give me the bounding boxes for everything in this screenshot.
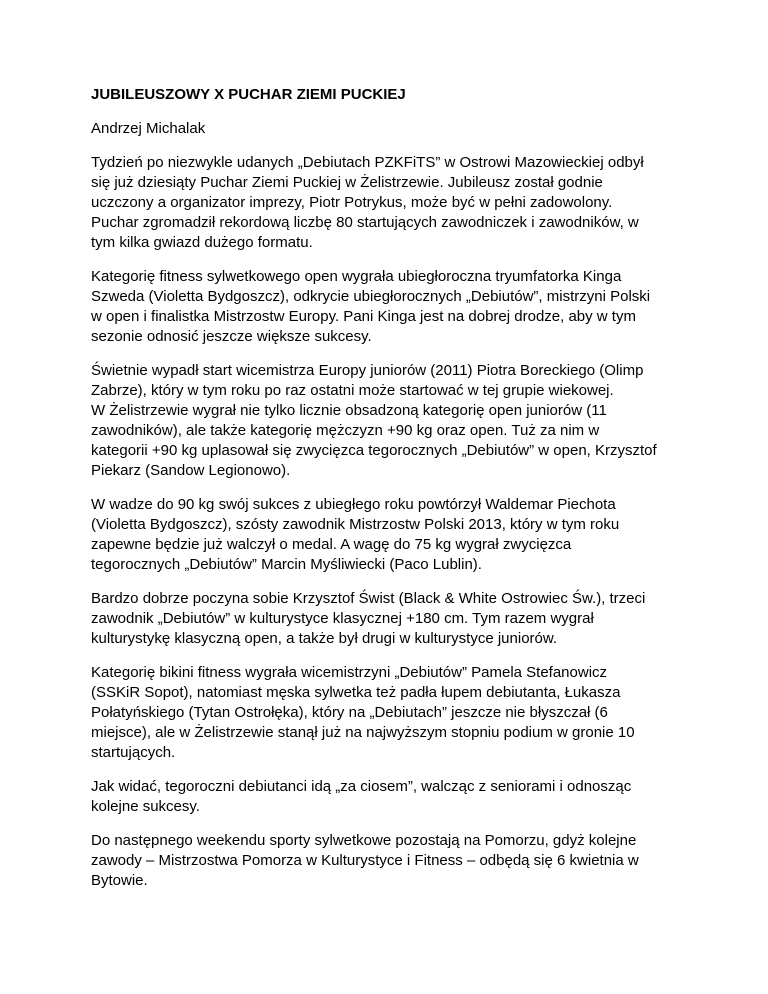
paragraph-intro: Tydzień po niezwykle udanych „Debiutach PZKFiTS” w Ostrowi Mazowieckiej odbył się już dziesiąty Puchar Ziemi Puckiej w Żelistrzewie. Jubileusz został godnie uczczony a organizator imprezy, Piotr Potrykus, może być w pełni zadowolony. Puchar zgromadził rekordową liczbę 80 startujących zawodniczek i zawodników, w tym kilka gwiazd dużego formatu. xyxy=(91,154,644,251)
paragraph-fitness: Kategorię fitness sylwetkowego open wygrała ubiegłoroczna tryumfatorka Kinga Szweda (Violetta Bydgoszcz), odkrycie ubiegłorocznych „Debiutów”, mistrzyni Polski w open i finalistka Mistrzostw Europy. Pani Kinga jest na dobrej drodze, aby w tym sezonie odnosić jeszcze większe sukcesy. xyxy=(91,268,651,345)
paragraph-classic: Bardzo dobrze poczyna sobie Krzysztof Świst (Black & White Ostrowiec Św.), trzeci zawodnik „Debiutów” w kulturystyce klasycznej +180 cm. Tym razem wygrał kulturystykę klasyczną open, a także był drugi w kulturystyce juniorów. xyxy=(91,590,646,647)
paragraph-next-weekend: Do następnego weekendu sporty sylwetkowe pozostają na Pomorzu, gdyż kolejne zawody – Mistrzostwa Pomorza w Kulturystyce i Fitness – odbędą się 6 kwietnia w Bytowie. xyxy=(91,832,639,889)
paragraph-juniors: Świetnie wypadł start wicemistrza Europy juniorów (2011) Piotra Boreckiego (Olimp Zabrze), który w tym roku po raz ostatni może startować w tej grupie wiekowej. W Żelistrzewie wygrał nie tylko licznie obsadzoną kategorię open juniorów (11 zawodników), ale także kategorię mężczyzn +90 kg oraz open. Tuż za nim w kategorii +90 kg uplasował się zwycięzca tegorocznych „Debiutów” w open, Krzysztof Piekarz (Sandow Legionowo). xyxy=(91,362,657,479)
paragraph-debutants: Jak widać, tegoroczni debiutanci idą „za ciosem”, walcząc z seniorami i odnosząc kolejne sukcesy. xyxy=(91,778,632,815)
paragraph-bikini: Kategorię bikini fitness wygrała wicemistrzyni „Debiutów” Pamela Stefanowicz (SSKiR Sopot), natomiast męska sylwetka też padła łupem debiutanta, Łukasza Połatyńskiego (Tytan Ostrołęka), który na „Debiutach” jeszcze nie błyszczał (6 miejsce), ale w Żelistrzewie stanął już na najwyższym stopniu podium w gronie 10 startujących. xyxy=(91,664,635,761)
paragraph-90kg: W wadze do 90 kg swój sukces z ubiegłego roku powtórzył Waldemar Piechota (Violetta Bydgoszcz), szósty zawodnik Mistrzostw Polski 2013, który w tym roku zapewne będzie już walczył o medal. A wagę do 75 kg wygrał zwycięzca tegorocznych „Debiutów” Marcin Myśliwiecki (Paco Lublin). xyxy=(91,496,620,573)
article-title: JUBILEUSZOWY X PUCHAR ZIEMI PUCKIEJ xyxy=(91,86,406,103)
article-author: Andrzej Michalak xyxy=(91,120,206,137)
